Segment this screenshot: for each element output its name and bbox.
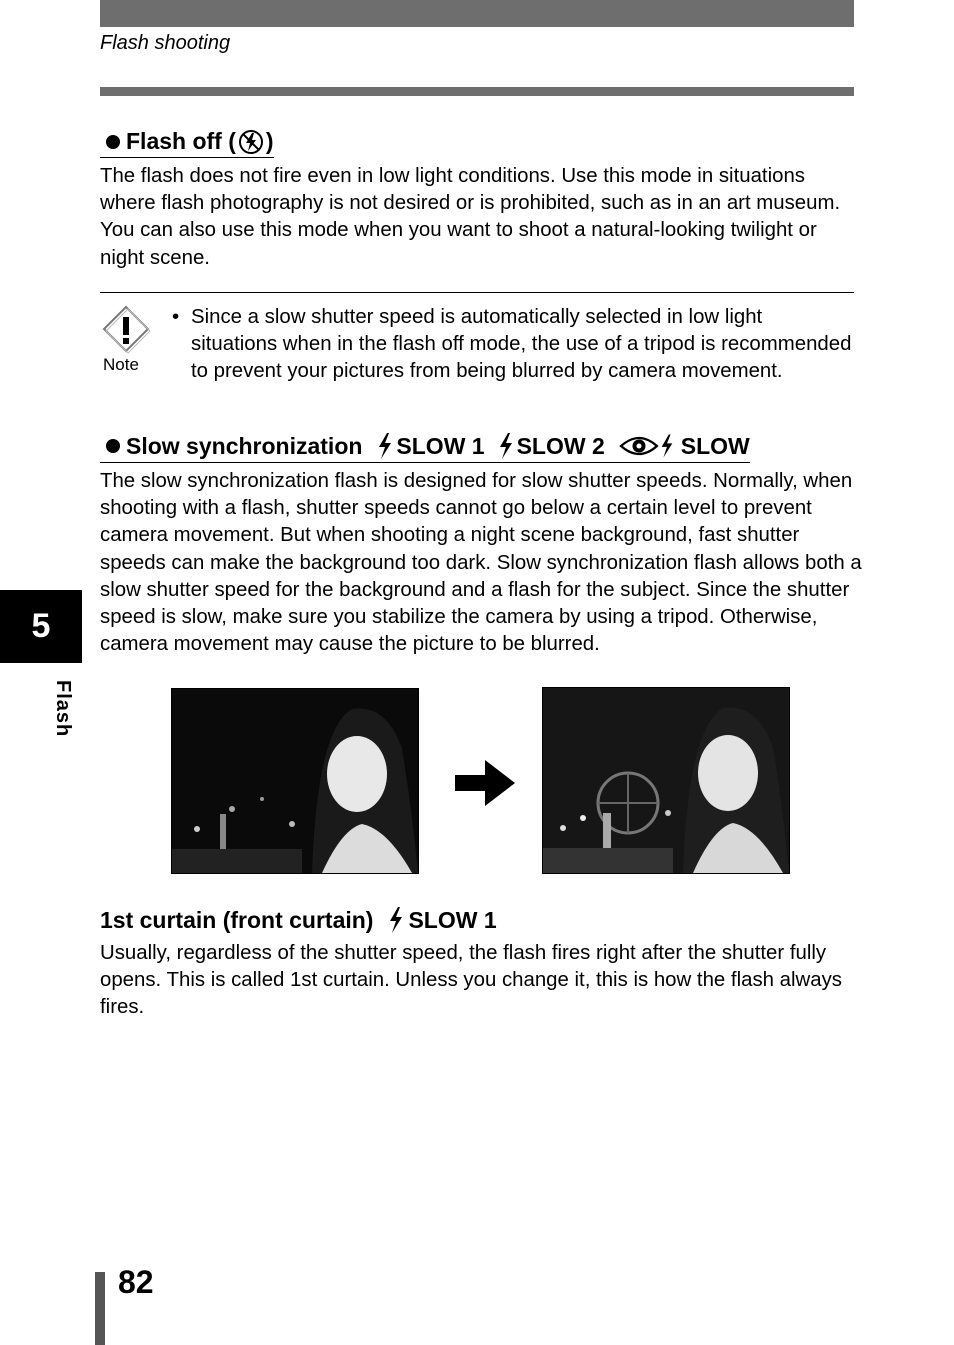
note-divider bbox=[100, 292, 854, 293]
warning-icon bbox=[102, 305, 158, 357]
note-body: Since a slow shutter speed is automatically selected in low light situations when in the flash off mode, the use of a tripod is recommended to prevent your pictures from being blurred by camera movement. bbox=[191, 306, 852, 383]
flash-off-body: The flash does not fire even in low light conditions. Use this mode in situations where flash photography is not desired or is prohibited, such as in an art museum. You can also use this mode when you want to shoot a natural-looking twilight or night scene. bbox=[100, 165, 841, 269]
flash-icon bbox=[659, 433, 675, 459]
page-number-bar bbox=[95, 1272, 105, 1345]
slow-sync-mode2: SLOW 2 bbox=[516, 432, 605, 459]
note-text bbox=[172, 304, 852, 386]
first-curtain-body: Usually, regardless of the shutter speed, the flash fires right after the shutter fully opens. This is called 1st curtain. Unless you change it, this is how the flash always fires. bbox=[100, 942, 842, 1019]
slow-sync-body: The slow synchronization flash is designed for slow shutter speeds. Normally, when shooting with a flash, shutter speeds cannot go below a certain level to prevent camera movement. But when shooting a night scene background, fast shutter speeds can make the background too dark. Slow synchronization flash allows both a slow shutter speed for the background and a flash for the subject. Since the shutter speed is slow, make sure you stabilize the camera by using a tripod. Otherwise, camera movement may cause the picture to be blurred. bbox=[100, 470, 862, 656]
bullet-icon bbox=[106, 439, 120, 453]
note-label: Note bbox=[103, 355, 139, 374]
header-bar bbox=[100, 0, 854, 27]
flash-off-title-suffix: ) bbox=[265, 128, 274, 154]
flash-off-heading bbox=[100, 128, 274, 158]
flash-icon bbox=[387, 906, 405, 934]
chapter-tab: 5 bbox=[0, 590, 82, 663]
slow-sync-mode1: SLOW 1 bbox=[396, 432, 485, 459]
photo-after bbox=[542, 687, 790, 874]
slow-sync-mode3: SLOW bbox=[680, 432, 750, 459]
chapter-label bbox=[44, 680, 74, 760]
arrow-right-icon bbox=[455, 760, 515, 806]
chapter-label-text: Flash bbox=[52, 680, 74, 738]
page-number: 82 bbox=[118, 1264, 154, 1300]
red-eye-icon bbox=[619, 432, 659, 460]
section-label: Flash shooting bbox=[100, 32, 231, 54]
flash-off-icon bbox=[238, 129, 264, 155]
header-rule bbox=[100, 87, 854, 96]
slow-sync-title: Slow synchronization bbox=[126, 432, 363, 459]
first-curtain-title: 1st curtain (front curtain) bbox=[100, 906, 374, 933]
first-curtain-heading bbox=[100, 906, 497, 934]
photo-before bbox=[171, 688, 419, 874]
flash-icon bbox=[497, 432, 515, 460]
note-bullet: • bbox=[172, 306, 180, 328]
bullet-icon bbox=[106, 135, 120, 149]
first-curtain-mode: SLOW 1 bbox=[408, 906, 497, 933]
slow-sync-heading bbox=[100, 432, 750, 463]
flash-off-title-prefix: Flash off ( bbox=[126, 128, 236, 154]
flash-icon bbox=[376, 432, 394, 460]
